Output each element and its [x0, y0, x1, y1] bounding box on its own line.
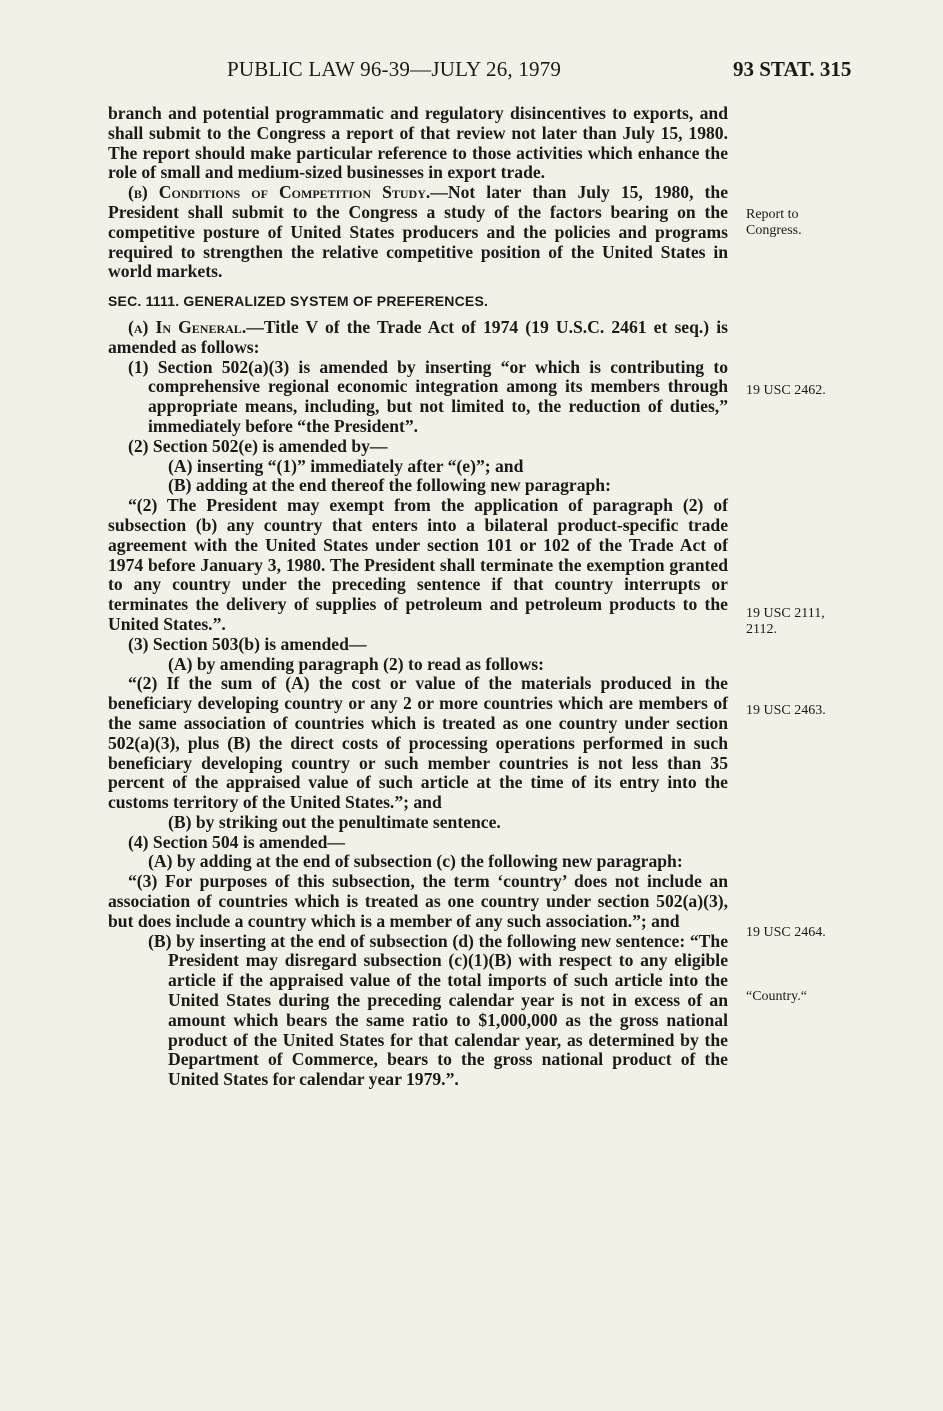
- margin-note-19usc2111-line2: 2112.: [746, 622, 777, 637]
- item-2a: (A) inserting “(1)” immediately after “(e)”; and: [168, 455, 524, 476]
- subsection-a-heading: (a) In General.: [128, 316, 247, 337]
- margin-note-report-line2: Congress.: [746, 223, 802, 238]
- item-4b: (B) by inserting at the end of subsection (d) the following new sentence: “The President may disregard subsection (c)(1)(B) with respect to any eligible article if the appraised value of the total imports of such article into the United States during the preceding calendar year is not in excess of an amount which bears the same ratio to $1,000,000 as the gross national product of the United States for that calendar year, as determined by the Department of Commerce, bears to the gross national product of the United States for calendar year 1979.”.: [148, 930, 728, 1090]
- paragraph-a: [108, 318, 728, 358]
- paragraph-b: [108, 183, 728, 282]
- item-1: (1) Section 502(a)(3) is amended by inserting “or which is contributing to comprehensive regional economic integration among its members through appropriate means, including, but not limited to, the reduction of duties,” immediately before “the President”.: [128, 356, 728, 436]
- body-text: [108, 104, 728, 1090]
- margin-note-country-definition: “Country.“: [746, 989, 807, 1004]
- margin-note-report-line1: Report to: [746, 207, 799, 222]
- item-2b: (B) adding at the end thereof the following new paragraph:: [168, 475, 611, 496]
- margin-note-19usc2111: [746, 606, 825, 638]
- margin-note-19usc2463: 19 USC 2463.: [746, 703, 826, 718]
- item-3b: (B) by striking out the penultimate sentence.: [168, 811, 501, 832]
- paragraph-continuation: branch and potential programmatic and regulatory disincentives to exports, and shall submit to the Congress a report of that review not later than July 15, 1980. The report should make particular reference to those activities which enhance the role of small and medium-sized businesses in export trade.: [108, 103, 728, 183]
- quoted-paragraph-2: “(2) The President may exempt from the application of paragraph (2) of subsection (b) any country that enters into a bilateral product-specific trade agreement with the United States under section 101 or 102 of the Trade Act of 1974 before January 3, 1980. The President shall terminate the exemption granted to any country under the preceding sentence if that country interrupts or terminates the delivery of supplies of petroleum and petroleum products to the United States.”.: [108, 495, 728, 634]
- running-header-title: PUBLIC LAW 96-39—JULY 26, 1979: [227, 57, 562, 81]
- item-4: (4) Section 504 is amended—: [128, 831, 345, 852]
- item-2: (2) Section 502(e) is amended by—: [128, 435, 388, 456]
- item-3: (3) Section 503(b) is amended—: [128, 633, 367, 654]
- section-heading: SEC. 1111. GENERALIZED SYSTEM OF PREFERENCES.: [108, 293, 489, 310]
- subsection-b-heading: (b) Conditions of Competition Study.: [128, 182, 431, 203]
- subsection-b-text: —Not later than July 15, 1980, the President shall submit to the Congress a study of the factors bearing on the competitive posture of United States producers and the policies and programs required to strengthen the relative competitive position of the United States in world markets.: [108, 182, 728, 282]
- margin-note-19usc2464: 19 USC 2464.: [746, 925, 826, 940]
- margin-note-report: [746, 207, 802, 239]
- quoted-paragraph-3: “(2) If the sum of (A) the cost or value of the materials produced in the beneficiary developing country or any 2 or more countries which are members of the same association of countries which is treated as one country under section 502(a)(3), plus (B) the direct costs of processing operations performed in such beneficiary developing country or such member countries is not less than 35 percent of the appraised value of such article at the time of its entry into the customs territory of the United States.”; and: [108, 673, 728, 813]
- item-4a: (A) by adding at the end of subsection (c) the following new paragraph:: [148, 851, 683, 872]
- quoted-paragraph-4: “(3) For purposes of this subsection, the term ‘country’ does not include an association of countries which is treated as one country under section 502(a)(3), but does include a country which is a member of any such association.”; and: [108, 871, 728, 931]
- subsection-a-text: —Title V of the Trade Act of 1974 (19 U.S.C. 2461 et seq.) is amended as follows:: [108, 316, 728, 357]
- margin-note-19usc2111-line1: 19 USC 2111,: [746, 606, 825, 621]
- margin-note-19usc2462: 19 USC 2462.: [746, 383, 826, 398]
- item-3a: (A) by amending paragraph (2) to read as follows:: [168, 653, 544, 674]
- statute-page-number: 93 STAT. 315: [733, 57, 852, 81]
